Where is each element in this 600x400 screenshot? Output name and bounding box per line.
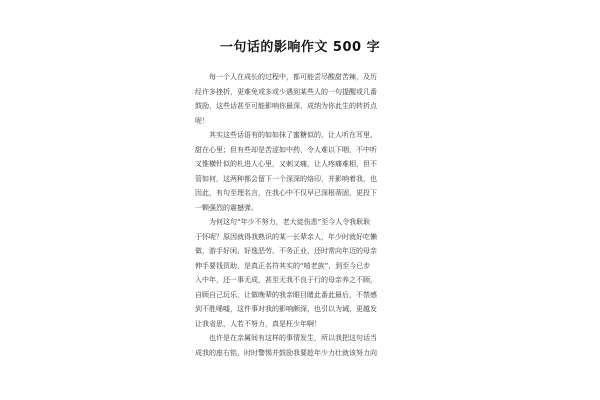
- text-line: 管如何，这两种都会留下一个深深的烙印，并影响着我，也: [195, 174, 377, 183]
- text-line: 每一个人在成长的过程中，都可能尝尽酸甜苦辣，及历: [195, 73, 377, 81]
- text-line: 自顾自己玩乐，让做晚辈的我亲眼目睹此番此最后，不禁感: [195, 290, 377, 299]
- text-line: 也许是在亲属间有这样的事情发生，所以我把这句话当: [195, 334, 377, 342]
- text-line: 成我的座右铭，时时警惕并鼓励我要趁年少力壮就该努力向: [195, 348, 377, 357]
- text-line: 经许多挫折，更难免或多或少遇到某些人的一句提醒或几番: [195, 87, 377, 96]
- text-line: 到不胜唏嘘，这件事对我的影响颇深，也引以为诫，更越发: [195, 305, 377, 313]
- text-line: 其实这些话语有的如如抹了蜜糖似的，让人听在耳里、: [195, 131, 377, 139]
- text-line: 鼓励，这些话甚至可能影响你最深，成纳为你此生的转折点: [195, 102, 377, 110]
- text-line: 入中年，还一事无成，甚至无我不良于行的母亲养之不顾，: [195, 276, 377, 284]
- text-line: 让我省思，人若不努力，真是枉少年啊！: [195, 319, 321, 328]
- paragraph-2: [195, 128, 415, 215]
- text-line: 因此，有句至理名言，在我心中不仅早已深根蒂固，更投下: [195, 189, 377, 197]
- text-line: 做、游手好闲、好逸恶劳、不务正业，还时常向年迈的母亲: [195, 247, 377, 255]
- text-line: 甜在心里；但有些却是苦涩如中药，令人难以下咽，不中听: [195, 145, 377, 154]
- essay-body: [195, 70, 415, 360]
- paragraph-4: [195, 331, 415, 360]
- text-line: 为何这句“年少不努力，老大徒伤悲”至今人令我耿耿: [195, 218, 371, 226]
- text-line: 呢！: [195, 116, 209, 125]
- text-line: 伸手要钱资助，是真正名符其实的“啃老族”，到至今已步: [195, 261, 371, 270]
- paragraph-1: [195, 70, 415, 128]
- page-title: 一句话的影响作文 500 字: [219, 40, 381, 55]
- text-line: 一颗强烈的震撼弹。: [195, 203, 258, 212]
- paragraph-3: [195, 215, 415, 331]
- text-line: 又惟横针似的札进人心里，又刺又痛，让人疼痛难相，但不: [195, 160, 377, 168]
- text-line: 于怀呢？原因就得我熟识的某一长辈亲人，年少时就好吃懒: [195, 232, 377, 241]
